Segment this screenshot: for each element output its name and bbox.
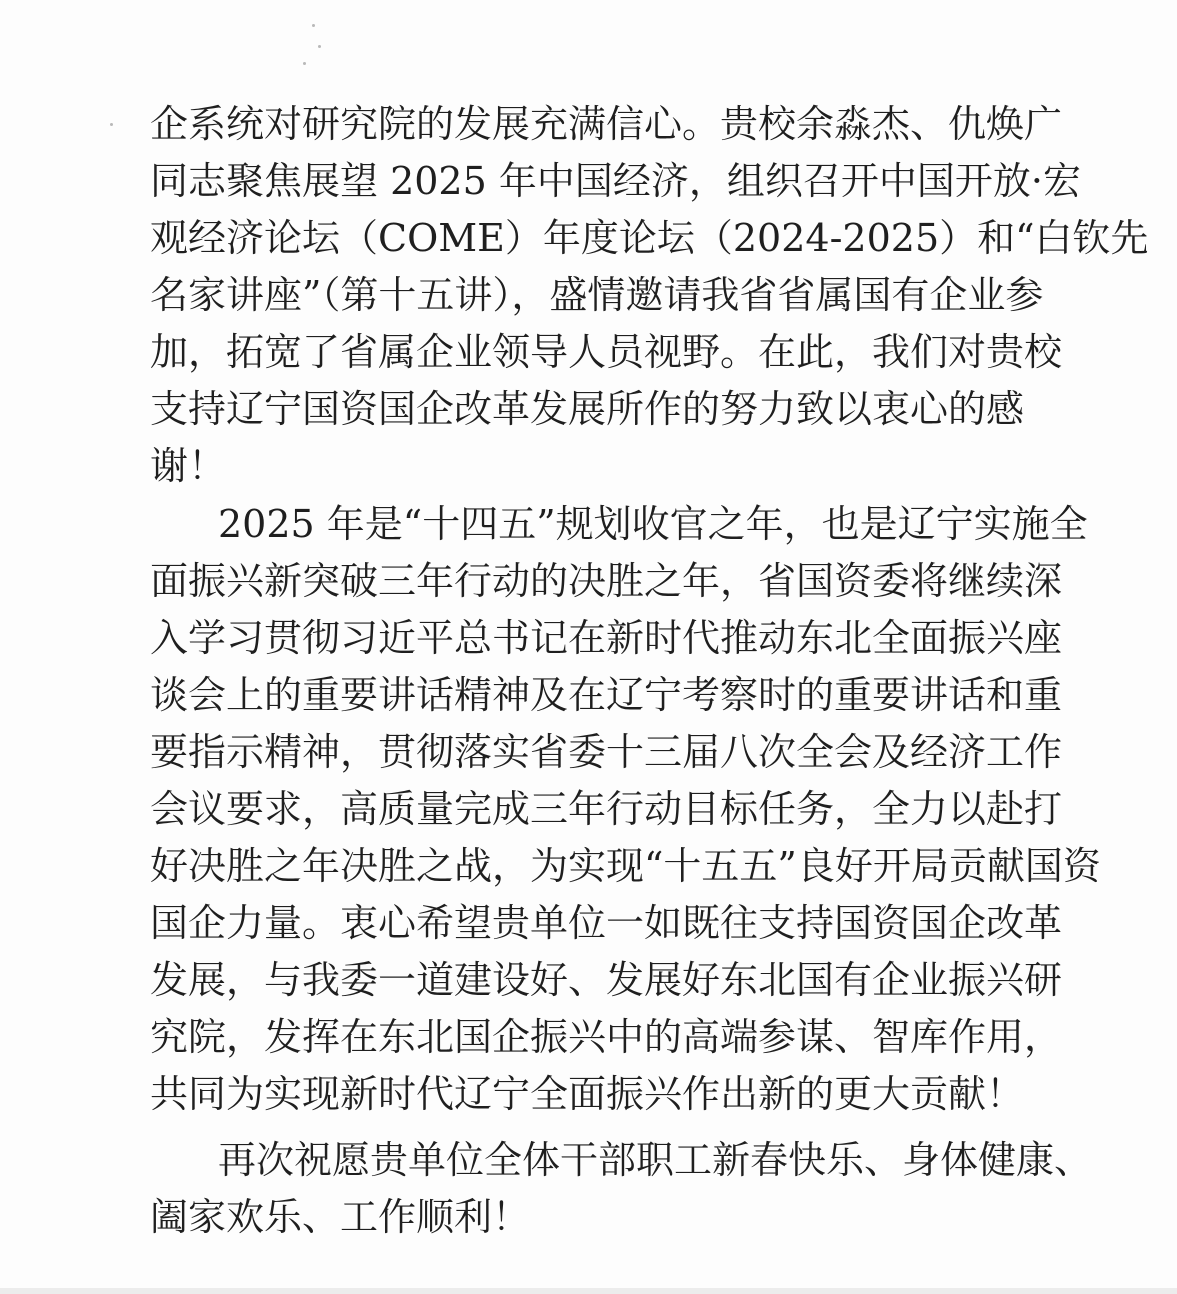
text-line: 支持辽宁国资国企改革发展所作的努力致以衷心的感 (150, 387, 1025, 431)
text-line: 发展，与我委一道建设好、发展好东北国有企业振兴研 (150, 958, 1063, 1002)
text-line: 企系统对研究院的发展充满信心。贵校余淼杰、仇焕广 (150, 102, 1063, 146)
scan-speck (303, 62, 306, 65)
text-line: 再次祝愿贵单位全体干部职工新春快乐、身体健康、 (218, 1138, 1093, 1182)
text-line: 加，拓宽了省属企业领导人员视野。在此，我们对贵校 (150, 330, 1063, 374)
text-line: 共同为实现新时代辽宁全面振兴作出新的更大贡献！ (150, 1072, 1025, 1116)
paragraph-1 (150, 96, 1149, 495)
text-line: 观经济论坛（COME）年度论坛（2024-2025）和“白钦先 (150, 216, 1149, 260)
paragraph-2 (150, 496, 1101, 1123)
text-line: 会议要求，高质量完成三年行动目标任务，全力以赴打 (150, 787, 1063, 831)
text-line: 国企力量。衷心希望贵单位一如既往支持国资国企改革 (150, 901, 1063, 945)
text-line: 阖家欢乐、工作顺利！ (150, 1195, 531, 1239)
text-line: 同志聚焦展望 2025 年中国经济，组织召开中国开放·宏 (150, 159, 1081, 203)
scan-speck (110, 123, 113, 126)
text-line: 名家讲座”（第十五讲），盛情邀请我省省属国有企业参 (150, 273, 1044, 317)
text-line: 究院，发挥在东北国企振兴中的高端参谋、智库作用， (150, 1015, 1063, 1059)
text-line: 2025 年是“十四五”规划收官之年，也是辽宁实施全 (218, 502, 1088, 546)
text-line: 谈会上的重要讲话精神及在辽宁考察时的重要讲话和重 (150, 673, 1063, 717)
text-line: 好决胜之年决胜之战，为实现“十五五”良好开局贡献国资 (150, 844, 1101, 888)
text-line: 要指示精神，贯彻落实省委十三届八次全会及经济工作 (150, 730, 1063, 774)
paragraph-3 (150, 1132, 1093, 1246)
text-line: 入学习贯彻习近平总书记在新时代推动东北全面振兴座 (150, 616, 1063, 660)
scan-speck (312, 24, 315, 27)
scan-speck (318, 45, 321, 48)
text-line: 谢！ (150, 444, 227, 488)
text-line: 面振兴新突破三年行动的决胜之年，省国资委将继续深 (150, 559, 1063, 603)
scan-bottom-edge (0, 1288, 1177, 1294)
